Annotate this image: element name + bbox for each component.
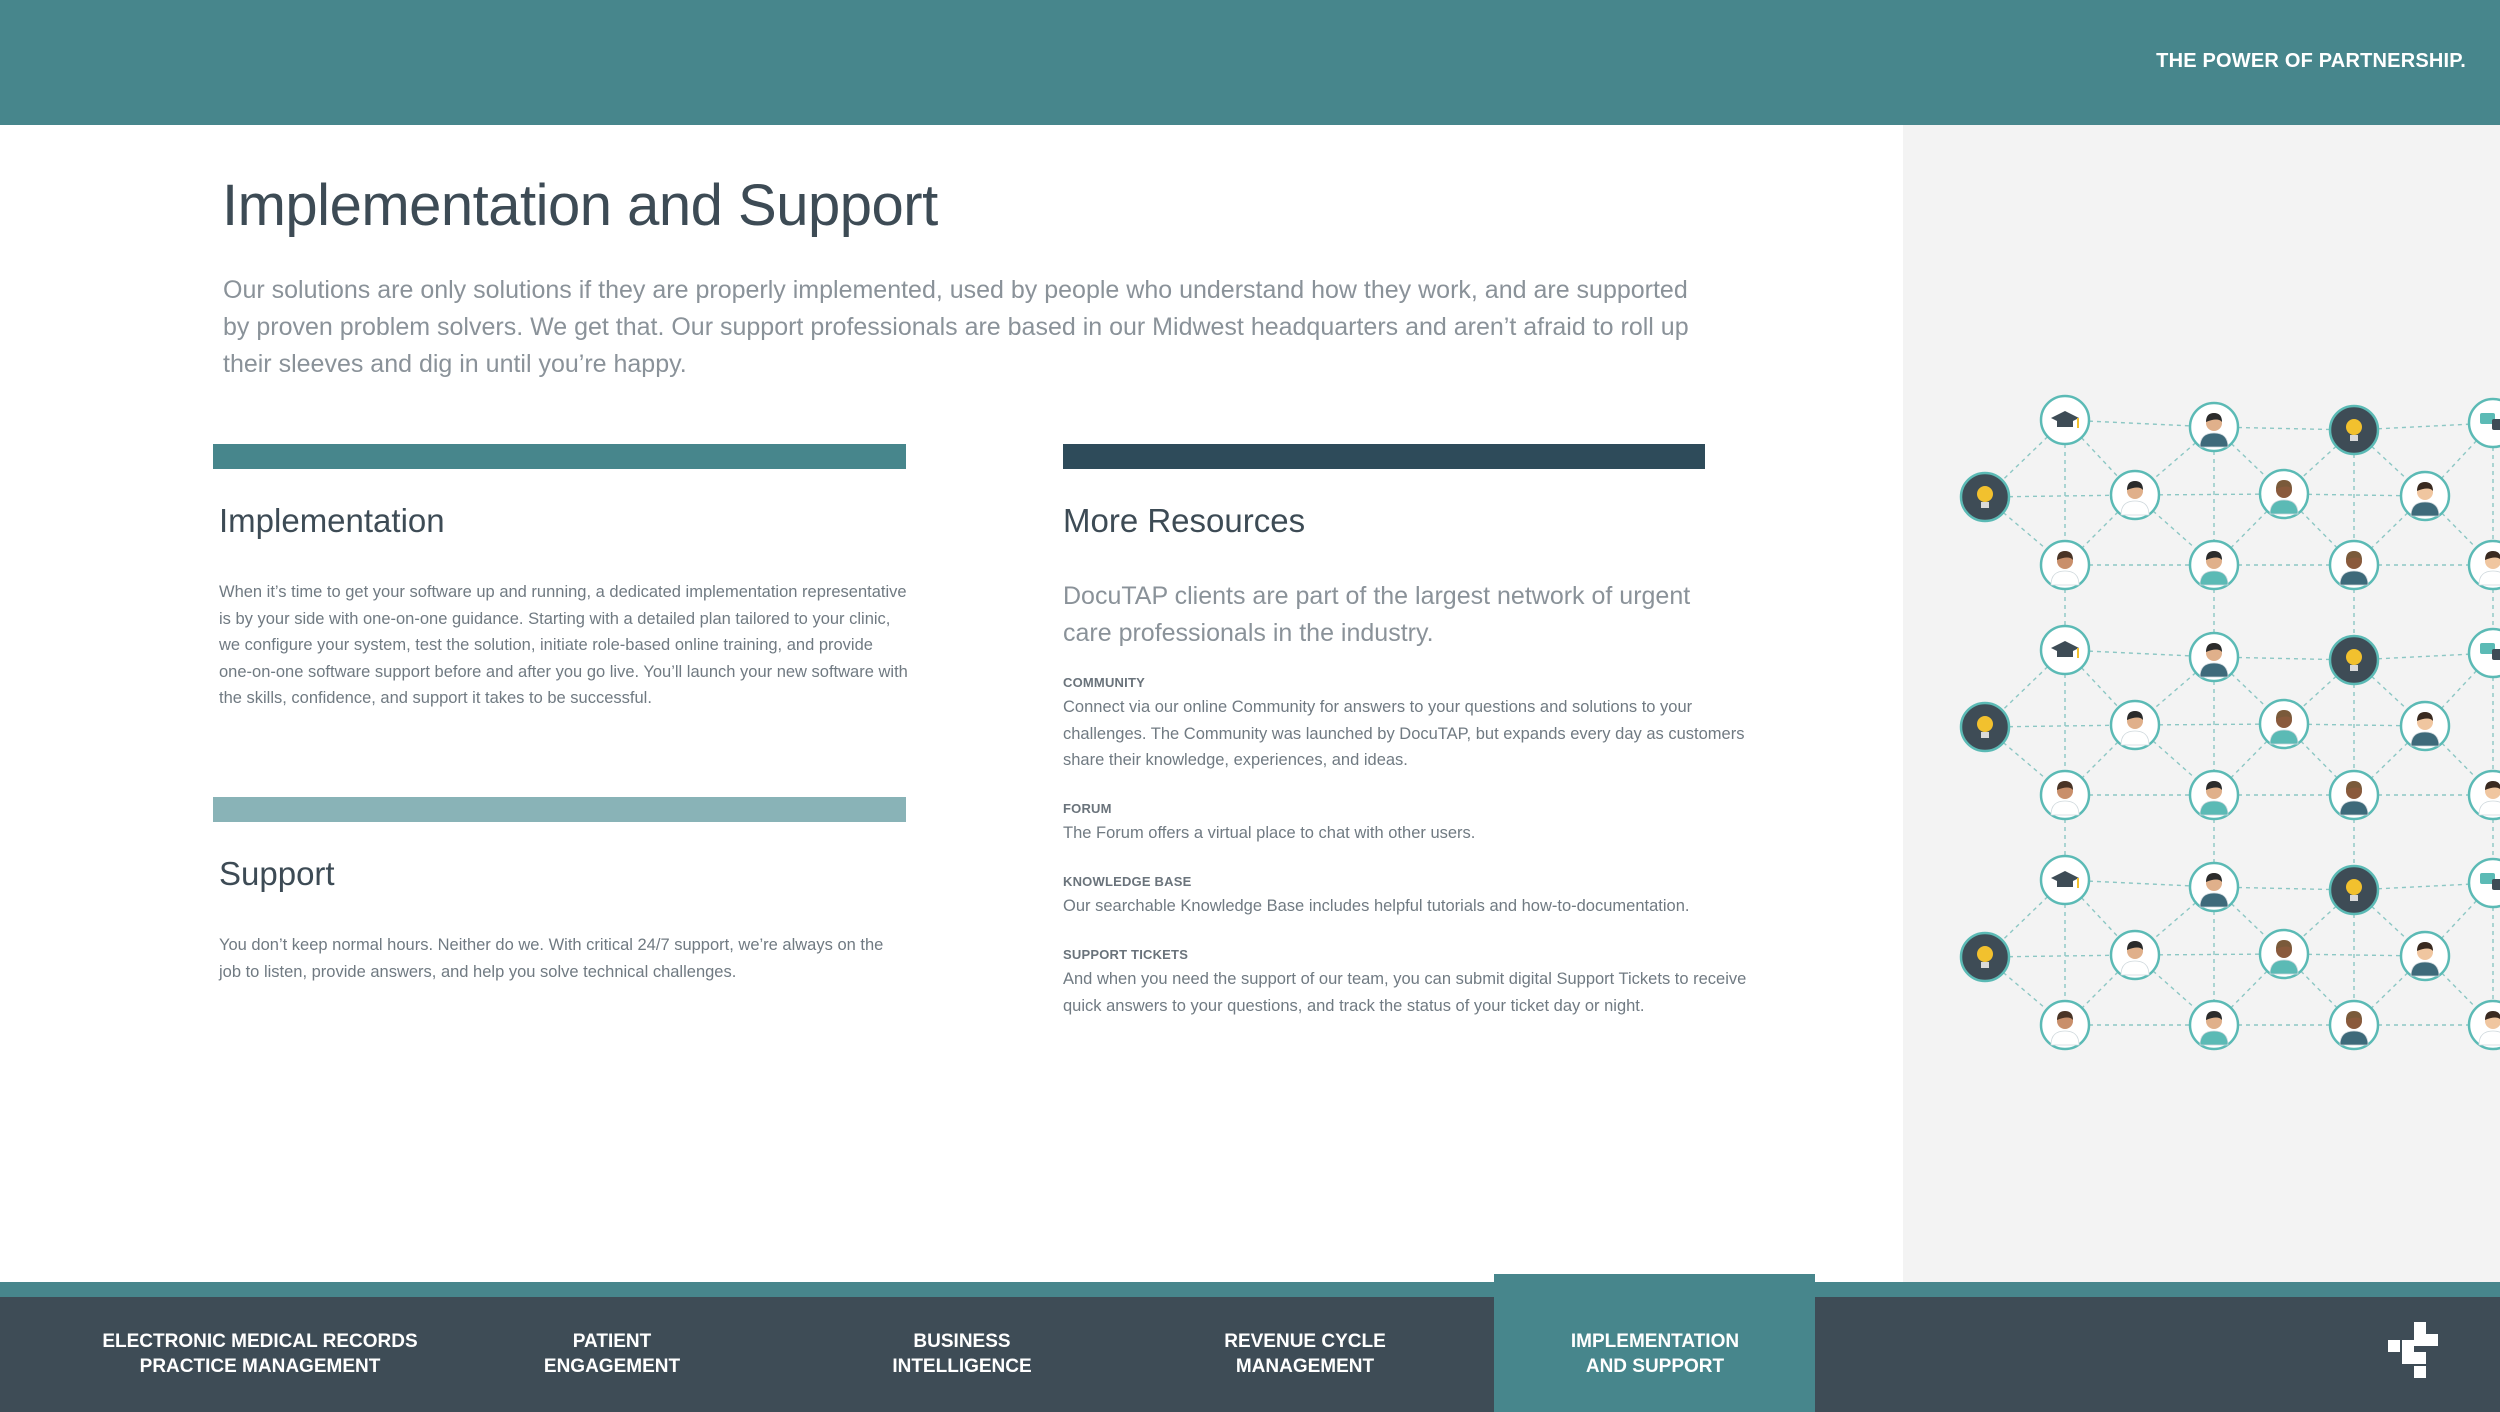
nav-label: ENGAGEMENT <box>543 1356 681 1377</box>
person-avatar-icon <box>2111 931 2159 979</box>
resource-forum <box>1063 800 1763 847</box>
resource-label: COMMUNITY <box>1063 675 1145 690</box>
resource-label: KNOWLEDGE BASE <box>1063 874 1192 889</box>
resource-support-tickets <box>1063 946 1763 1019</box>
person-avatar-icon <box>2260 700 2308 748</box>
lightbulb-icon <box>1961 703 2009 751</box>
nav-label: ELECTRONIC MEDICAL RECORDS <box>102 1331 418 1352</box>
nav-label: INTELLIGENCE <box>892 1356 1032 1377</box>
support-body: You don’t keep normal hours. Neither do we. With critical 24/7 support, we’re always on the job to listen, provide answers, and help you solve technical challenges. <box>219 936 884 981</box>
nav-accent-strip <box>0 1282 2500 1297</box>
resource-knowledge-base <box>1063 873 1763 920</box>
resource-description: Our searchable Knowledge Base includes helpful tutorials and how-to-documentation. <box>1063 897 1690 915</box>
graduation-cap-icon <box>2041 856 2089 904</box>
brand-logo-icon <box>2388 1322 2438 1378</box>
resource-description: And when you need the support of our team, you can submit digital Support Tickets to receive quick answers to your questions, and track the status of your ticket day or night. <box>1063 970 1747 1015</box>
implementation-accent-bar <box>213 444 906 469</box>
lightbulb-icon <box>1961 933 2009 981</box>
resource-description: Connect via our online Community for answers to your questions and solutions to your challenges. The Community was launched by DocuTAP, but expands every day as customers share their knowledge, experiences, and ideas. <box>1063 698 1745 769</box>
resources-lead: DocuTAP clients are part of the largest network of urgent care professionals in the industry. <box>1063 582 1691 647</box>
lightbulb-icon <box>2330 406 2378 454</box>
nav-item-revenue-cycle-management[interactable] <box>1165 1329 1445 1379</box>
resources-accent-bar <box>1063 444 1705 469</box>
lightbulb-icon <box>2330 636 2378 684</box>
person-avatar-icon <box>2330 1001 2378 1049</box>
person-avatar-icon <box>2111 701 2159 749</box>
nav-label: IMPLEMENTATION <box>1570 1331 1740 1352</box>
nav-label: AND SUPPORT <box>1585 1356 1725 1377</box>
person-avatar-icon <box>2401 472 2449 520</box>
intro-paragraph: Our solutions are only solutions if they are properly implemented, used by people who understand how they work, and are supported by proven problem solvers. We get that. Our support professionals are based in our Midwest headquarters and aren’t afraid to roll up their sleeves and dig in until you’re happy. <box>223 276 1689 378</box>
person-avatar-icon <box>2041 771 2089 819</box>
lightbulb-icon <box>2330 866 2378 914</box>
resources-heading: More Resources <box>1063 502 1306 539</box>
nav-label: PRACTICE MANAGEMENT <box>139 1356 381 1377</box>
person-avatar-icon <box>2190 633 2238 681</box>
chat-bubbles-icon <box>2469 629 2500 677</box>
implementation-heading: Implementation <box>219 502 445 539</box>
person-avatar-icon <box>2041 1001 2089 1049</box>
graduation-cap-icon <box>2041 396 2089 444</box>
people-network-illustration <box>1903 125 2500 1282</box>
nav-item-implementation-and-support[interactable] <box>1514 1329 1796 1379</box>
person-avatar-icon <box>2111 471 2159 519</box>
resource-description: The Forum offers a virtual place to chat with other users. <box>1063 824 1476 842</box>
tagline: THE POWER OF PARTNERSHIP. <box>2156 50 2466 72</box>
person-avatar-icon <box>2469 1001 2500 1049</box>
person-avatar-icon <box>2190 403 2238 451</box>
network-illustration-panel <box>1903 125 2500 1282</box>
implementation-body: When it’s time to get your software up and running, a dedicated implementation representative is by your side with one-on-one guidance. Starting with a detailed plan tailored to your clinic, we configure your system, test the solution, initiate role-based online training, and provide one-on-one software support before and after you go live. You’ll launch your new software with the skills, confidence, and support it takes to be successful. <box>219 583 908 707</box>
nav-item-emr-practice-management[interactable] <box>80 1329 440 1379</box>
person-avatar-icon <box>2190 863 2238 911</box>
chat-bubbles-icon <box>2469 859 2500 907</box>
top-banner <box>0 0 2500 125</box>
person-avatar-icon <box>2260 930 2308 978</box>
nav-label: PATIENT <box>572 1331 652 1352</box>
nav-label: REVENUE CYCLE <box>1224 1331 1386 1352</box>
nav-label: MANAGEMENT <box>1235 1356 1375 1377</box>
resource-label: FORUM <box>1063 801 1112 816</box>
person-avatar-icon <box>2469 771 2500 819</box>
person-avatar-icon <box>2041 541 2089 589</box>
person-avatar-icon <box>2190 1001 2238 1049</box>
nav-item-patient-engagement[interactable] <box>492 1329 732 1379</box>
bottom-navigation <box>0 1282 2500 1412</box>
person-avatar-icon <box>2401 702 2449 750</box>
person-avatar-icon <box>2330 541 2378 589</box>
person-avatar-icon <box>2469 541 2500 589</box>
person-avatar-icon <box>2401 932 2449 980</box>
chat-bubbles-icon <box>2469 399 2500 447</box>
support-accent-bar <box>213 797 906 822</box>
nav-item-business-intelligence[interactable] <box>842 1329 1082 1379</box>
person-avatar-icon <box>2260 470 2308 518</box>
lightbulb-icon <box>1961 473 2009 521</box>
support-heading: Support <box>219 855 335 892</box>
resource-community <box>1063 674 1763 774</box>
page-title: Implementation and Support <box>222 173 938 238</box>
person-avatar-icon <box>2190 541 2238 589</box>
person-avatar-icon <box>2190 771 2238 819</box>
resource-label: SUPPORT TICKETS <box>1063 947 1189 962</box>
person-avatar-icon <box>2330 771 2378 819</box>
nav-label: BUSINESS <box>913 1331 1011 1352</box>
graduation-cap-icon <box>2041 626 2089 674</box>
